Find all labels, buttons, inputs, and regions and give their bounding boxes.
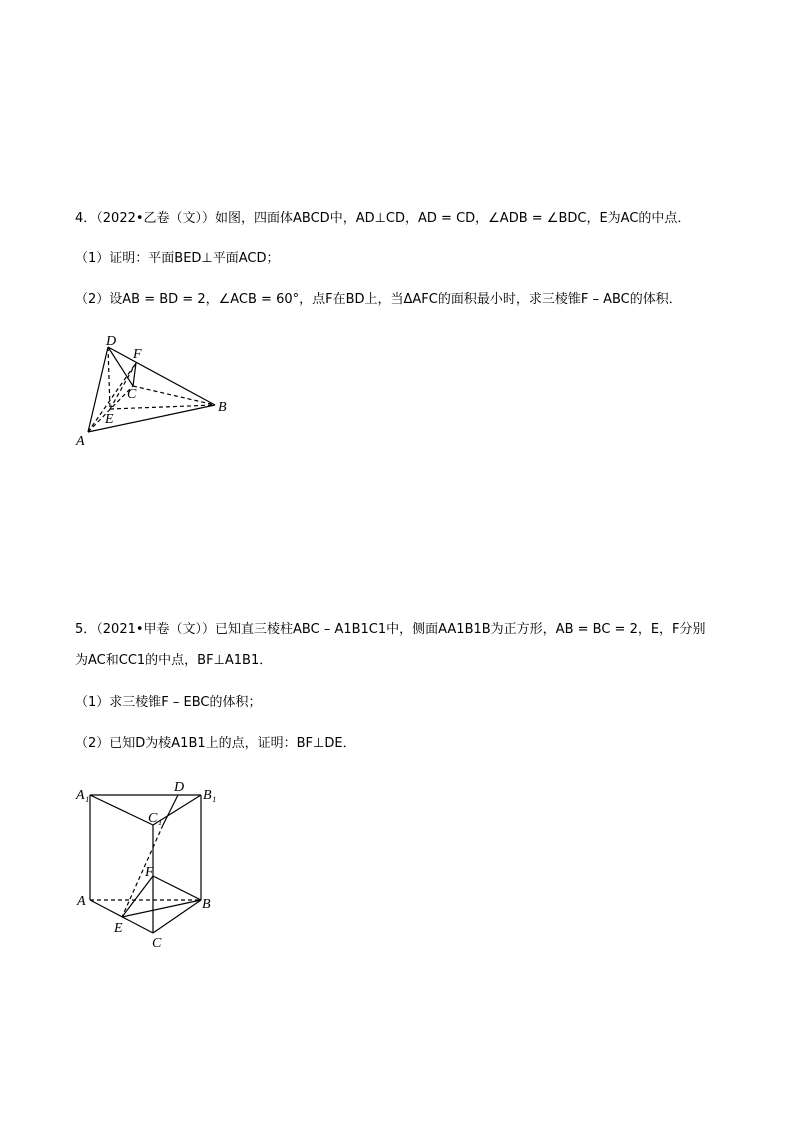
- problem-5-figure: [70, 778, 230, 953]
- label-D: D: [106, 334, 117, 349]
- problem-4-part-1: （1）证明：平面BED⊥平面ACD；: [75, 251, 280, 266]
- label-A1: A₁: [76, 788, 90, 803]
- label-D: D: [174, 780, 185, 795]
- label-A: A: [76, 434, 85, 449]
- label-F: F: [133, 347, 142, 362]
- label-C: C: [152, 936, 162, 951]
- label-B: B: [202, 897, 211, 912]
- problem-5-part-2: （2）已知D为棱A1B1上的点，证明：BF⊥DE．: [75, 736, 356, 751]
- edge-DE: [122, 825, 163, 917]
- label-F: F: [145, 865, 154, 880]
- edge-DB: [108, 347, 215, 405]
- problem-5-part-1: （1）求三棱锥F – EBC的体积；: [75, 695, 262, 710]
- edge-A1C1: [90, 795, 153, 825]
- label-A: A: [77, 894, 86, 909]
- label-E: E: [114, 921, 123, 936]
- label-B1: B₁: [203, 788, 217, 803]
- label-B: B: [218, 400, 227, 415]
- edge-DC1: [163, 795, 178, 825]
- problem-4-figure: [70, 328, 240, 453]
- edge-CB: [133, 386, 215, 405]
- problem-5-stem-line-2: 为AC和CC1的中点，BF⊥A1B1．: [75, 653, 273, 668]
- edge-DE: [108, 347, 110, 409]
- edge-FB: [153, 876, 201, 900]
- problem-4-part-2: （2）设AB = BD = 2，∠ACB = 60°，点F在BD上，当ΔAFC的面积最小时，求三棱锥F – ABC的体积．: [75, 292, 682, 307]
- label-E: E: [105, 412, 114, 427]
- edge-DC: [108, 347, 133, 386]
- label-C1: C₁: [148, 811, 163, 826]
- problem-4-stem: 4．（2022•乙卷（文））如图，四面体ABCD中，AD⊥CD，AD = CD，∠ADB = ∠BDC，E为AC的中点．: [75, 211, 691, 226]
- label-C: C: [127, 387, 137, 402]
- problem-5-stem-line-1: 5．（2021•甲卷（文））已知直三棱柱ABC – A1B1C1中，侧面AA1B1B为正方形，AB = BC = 2，E，F分别: [75, 622, 706, 637]
